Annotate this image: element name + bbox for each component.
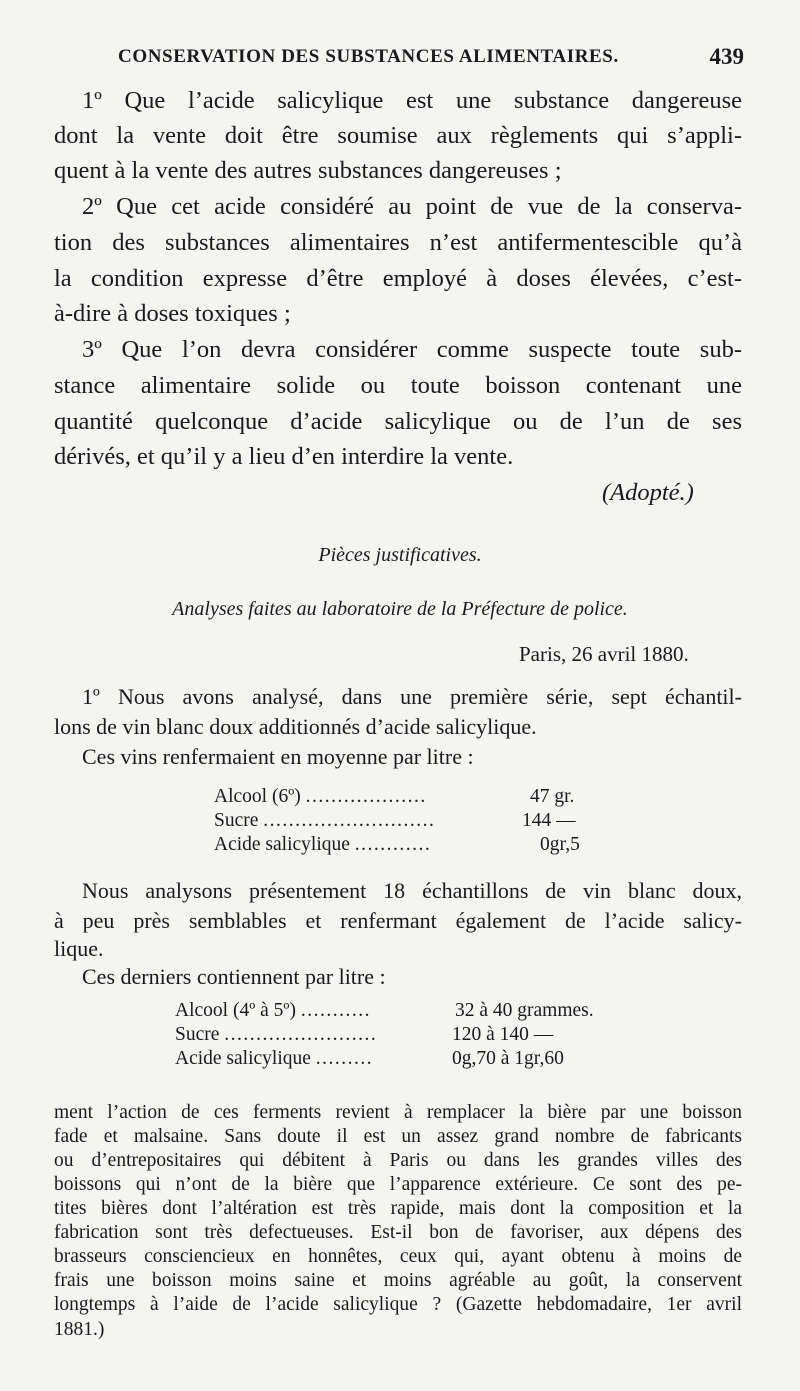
table-row [214, 834, 431, 856]
body-line: dont la vente doit être soumise aux règlements qui s’appli- [54, 122, 742, 149]
body-line: 3º Que l’on devra considérer comme suspecte toute sub- [82, 336, 742, 363]
table-row [214, 786, 427, 808]
page-header [118, 42, 744, 78]
row-label: Acide salicylique [214, 834, 350, 855]
annex-line: lons de vin blanc doux additionnés d’acide salicylique. [54, 714, 537, 739]
row-label: Alcool (4º à 5º) [175, 1000, 296, 1021]
row-value: 0g,70 à 1gr,60 [452, 1048, 564, 1069]
row-value: 47 gr. [530, 786, 575, 807]
row-value: 32 à 40 grammes. [455, 1000, 594, 1021]
body-line: quent à la vente des autres substances dangereuses ; [54, 157, 562, 184]
footnote-line: tites bières dont l’altération est très rapide, mais dont la composition et la [54, 1198, 742, 1219]
footnote-line: boissons qui n’ont de la bière que l’apparence extérieure. Ce sont des pe- [54, 1174, 742, 1195]
leader-dots: ........... [300, 1000, 371, 1021]
leader-dots: ........................... [263, 810, 436, 831]
body-line: la condition expresse d’être employé à doses élevées, c’est- [54, 265, 742, 292]
body-line: 1º Que l’acide salicylique est une substance dangereuse [82, 87, 742, 114]
body-line: dérivés, et qu’il y a lieu d’en interdire la vente. [54, 443, 514, 470]
row-value: 0gr,5 [540, 834, 580, 855]
footnote-line: 1881.) [54, 1319, 105, 1340]
leader-dots: ............ [354, 834, 432, 855]
running-title: CONSERVATION DES SUBSTANCES ALIMENTAIRES. [118, 46, 619, 67]
footnote-line: fade et malsaine. Sans doute il est un assez grand nombre de fabricants [54, 1126, 742, 1147]
body-line: à-dire à doses toxiques ; [54, 300, 291, 327]
annex-heading: Pièces justificatives. [318, 544, 482, 566]
table-row [175, 1000, 371, 1022]
leader-dots: ................... [305, 786, 427, 807]
body-line: tion des substances alimentaires n’est antifermentescible qu’à [54, 229, 742, 256]
footnote-line: ment l’action de ces ferments revient à remplacer la bière par une boisson [54, 1102, 742, 1123]
leader-dots: ......... [315, 1048, 374, 1069]
annex-line: à peu près semblables et renfermant également de l’acide salicy- [54, 908, 742, 933]
annex-subheading: Analyses faites au laboratoire de la Préfecture de police. [172, 598, 628, 620]
body-line: quantité quelconque d’acide salicylique ou de l’un de ses [54, 408, 742, 435]
footnote-line: fabrication sont très defectueuses. Est-il bon de favoriser, aux dépens des [54, 1222, 742, 1243]
footnote-line: frais une boisson moins saine et moins agréable au goût, la conservent [54, 1270, 742, 1291]
body-line: 2º Que cet acide considéré au point de vue de la conserva- [82, 193, 742, 220]
annex-line: Ces derniers contiennent par litre : [82, 964, 386, 989]
annex-line: 1º Nous avons analysé, dans une première série, sept échantil- [82, 684, 742, 709]
footnote-line: longtemps à l’aide de l’acide salicylique ? (Gazette hebdomadaire, 1er avril [54, 1294, 742, 1315]
row-label: Sucre [175, 1024, 220, 1045]
row-label: Alcool (6º) [214, 786, 301, 807]
body-line: stance alimentaire solide ou toute boisson contenant une [54, 372, 742, 399]
annex-line: lique. [54, 936, 104, 961]
footnote-line: brasseurs consciencieux en honnêtes, ceux qui, ayant obtenu à moins de [54, 1246, 742, 1267]
page-number: 439 [709, 44, 744, 69]
annex-line: Ces vins renfermaient en moyenne par litre : [82, 744, 474, 769]
row-label: Acide salicylique [175, 1048, 311, 1069]
leader-dots: ........................ [224, 1024, 378, 1045]
footnote-line: ou d’entrepositaires qui débitent à Paris ou dans les grandes villes des [54, 1150, 742, 1171]
row-value: 120 à 140 — [452, 1024, 554, 1045]
annex-line: Nous analysons présentement 18 échantillons de vin blanc doux, [82, 878, 742, 903]
annex-date: Paris, 26 avril 1880. [519, 642, 689, 666]
row-label: Sucre [214, 810, 259, 831]
row-value: 144 — [522, 810, 576, 831]
table-row [214, 810, 435, 832]
table-row [175, 1024, 377, 1046]
table-row [175, 1048, 373, 1070]
adopted-note: (Adopté.) [602, 479, 694, 506]
